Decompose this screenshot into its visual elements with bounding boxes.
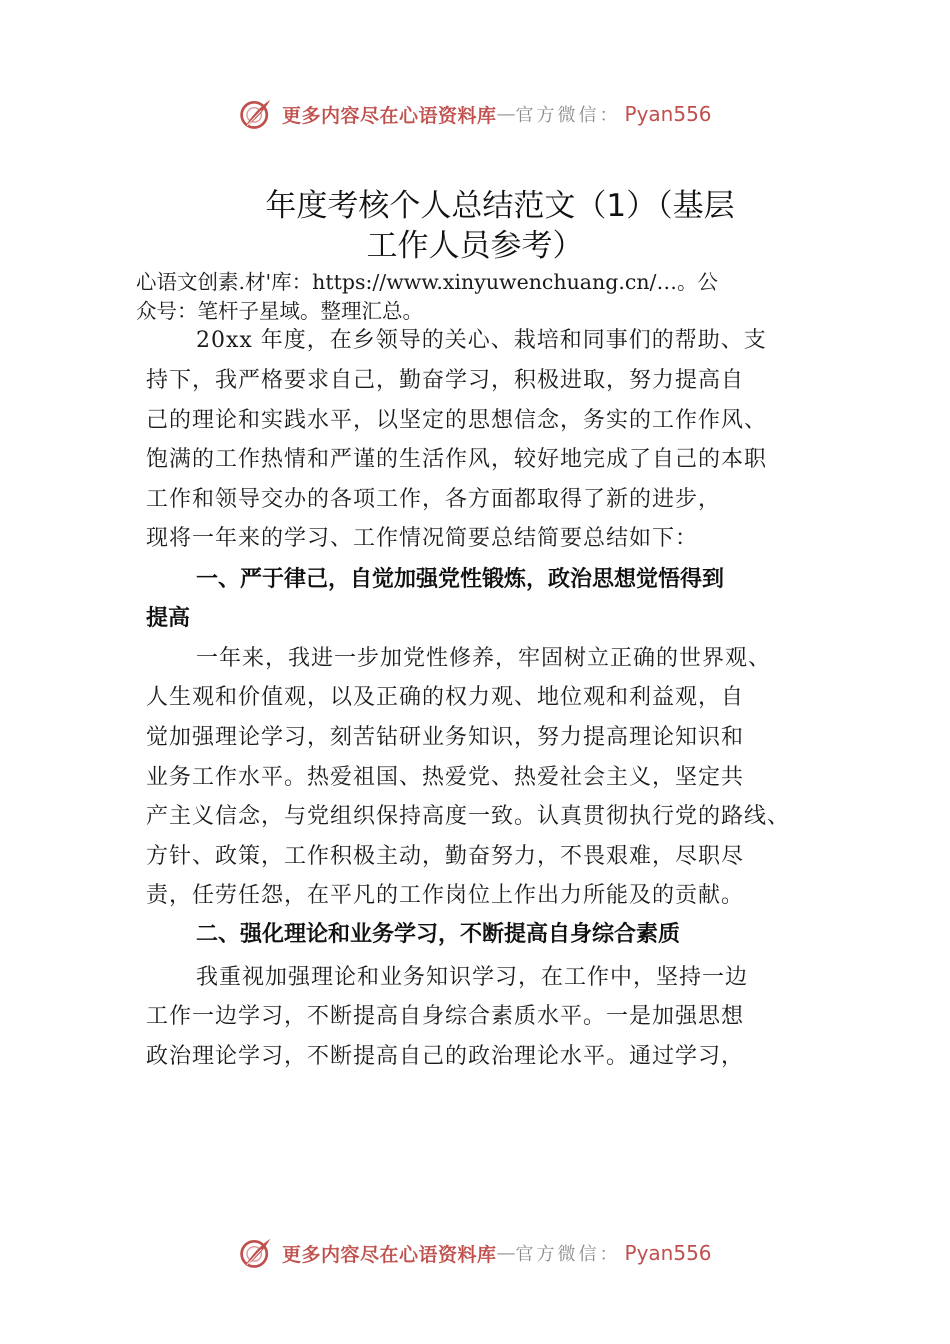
banner-wechat-label: 官方微信： xyxy=(515,1244,621,1265)
header-banner xyxy=(238,94,712,134)
banner-wechat-label: 官方微信： xyxy=(515,105,621,126)
quill-logo-icon xyxy=(238,96,274,132)
source-note-line-1: 心语文创素.材'库：https://www.xinyuwenchuang.cn/…。公 xyxy=(136,270,718,294)
document-title-line-2: 工作人员参考） xyxy=(366,228,584,264)
section1-heading-line-1: 一、严于律己，自觉加强党性锻炼，政治思想觉悟得到 xyxy=(196,567,725,592)
intro-line-2: 持下，我严格要求自己，勤奋学习，积极进取，努力提高自 xyxy=(146,368,745,393)
section1-body-line-5: 产主义信念，与党组织保持高度一致。认真贯彻执行党的路线、 xyxy=(146,804,791,829)
banner-wechat-id: Pyan556 xyxy=(624,102,712,126)
intro-line-6: 现将一年来的学习、工作情况简要总结简要总结如下： xyxy=(146,526,699,551)
banner-brand-text: 更多内容尽在心语资料库 xyxy=(282,1243,497,1266)
section1-heading-line-2: 提高 xyxy=(146,606,191,631)
banner-dash: — xyxy=(496,103,516,125)
banner-wechat-id: Pyan556 xyxy=(624,1241,712,1265)
section1-body-line-3: 觉加强理论学习，刻苦钻研业务知识，努力提高理论知识和 xyxy=(146,725,745,750)
section1-body-line-4: 业务工作水平。热爱祖国、热爱党、热爱社会主义，坚定共 xyxy=(146,765,745,790)
section1-body-line-6: 方针、政策，工作积极主动，勤奋努力，不畏艰难，尽职尽 xyxy=(146,844,745,869)
quill-logo-icon xyxy=(238,1235,274,1271)
footer-banner xyxy=(238,1233,712,1273)
section1-body-line-7: 责，任劳任怨，在平凡的工作岗位上作出力所能及的贡献。 xyxy=(146,883,745,908)
intro-line-1: 20xx 年度，在乡领导的关心、栽培和同事们的帮助、支 xyxy=(196,328,767,353)
banner-dash: — xyxy=(496,1242,516,1264)
intro-line-5: 工作和领导交办的各项工作，各方面都取得了新的进步， xyxy=(146,487,722,512)
section1-body-line-2: 人生观和价值观，以及正确的权力观、地位观和利益观，自 xyxy=(146,685,745,710)
intro-line-3: 己的理论和实践水平，以坚定的思想信念，务实的工作作风、 xyxy=(146,408,768,433)
intro-line-4: 饱满的工作热情和严谨的生活作风，较好地完成了自己的本职 xyxy=(146,447,768,472)
document-title-line-1: 年度考核个人总结范文（1）（基层 xyxy=(265,188,735,224)
banner-brand-text: 更多内容尽在心语资料库 xyxy=(282,104,497,127)
section2-heading: 二、强化理论和业务学习，不断提高自身综合素质 xyxy=(196,922,681,947)
section2-body-line-3: 政治理论学习，不断提高自己的政治理论水平。通过学习， xyxy=(146,1044,745,1069)
section2-body-line-1: 我重视加强理论和业务知识学习，在工作中，坚持一边 xyxy=(196,965,749,990)
section1-body-line-1: 一年来，我进一步加党性修养，牢固树立正确的世界观、 xyxy=(196,646,772,671)
section2-body-line-2: 工作一边学习，不断提高自身综合素质水平。一是加强思想 xyxy=(146,1004,745,1029)
source-note-line-2: 众号：笔杆子星域。整理汇总。 xyxy=(136,299,423,323)
